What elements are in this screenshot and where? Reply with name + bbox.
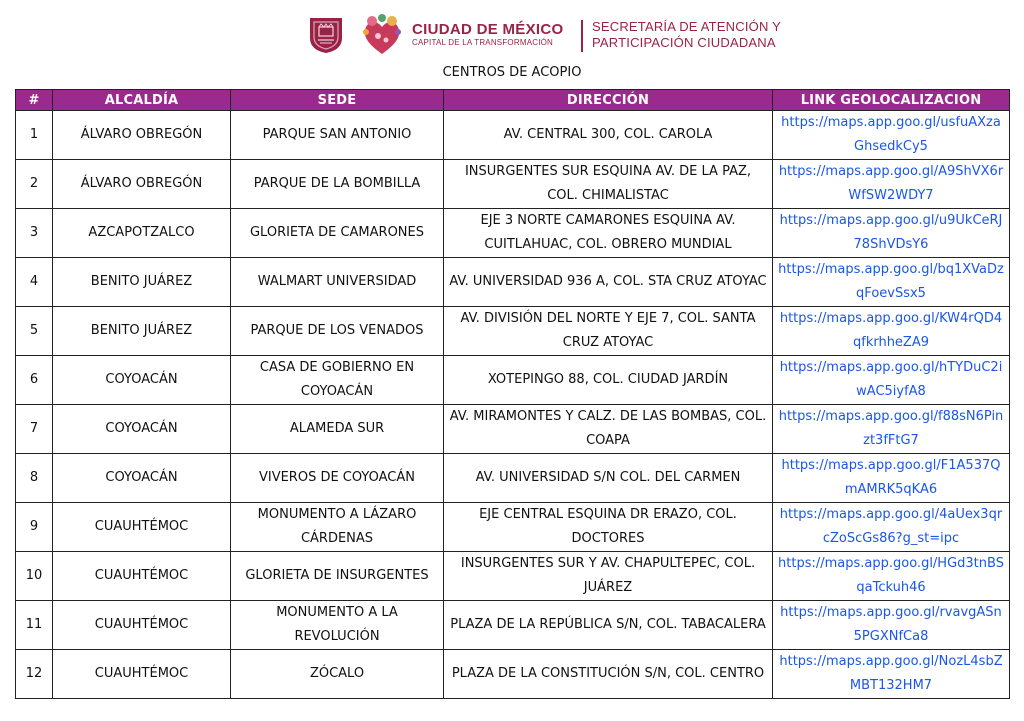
cell-link[interactable]: https://maps.app.goo.gl/KW4rQD4qfkrhheZA9 [773, 307, 1010, 356]
cell-link[interactable]: https://maps.app.goo.gl/f88sN6Pinzt3fFtG7 [773, 405, 1010, 454]
column-header-sede: SEDE [231, 90, 444, 111]
cell-number: 11 [16, 601, 53, 650]
cell-direccion: INSURGENTES SUR ESQUINA AV. DE LA PAZ, COL. CHIMALISTAC [444, 160, 773, 209]
cell-direccion: XOTEPINGO 88, COL. CIUDAD JARDÍN [444, 356, 773, 405]
cell-alcaldia: CUAUHTÉMOC [53, 552, 231, 601]
table-row [16, 307, 1010, 356]
table-header-row [16, 90, 1010, 111]
table-row [16, 111, 1010, 160]
header-divider [581, 20, 583, 52]
cell-link[interactable]: https://maps.app.goo.gl/F1A537QmAMRK5qKA6 [773, 454, 1010, 503]
cell-sede: CASA DE GOBIERNO EN COYOACÁN [231, 356, 444, 405]
cell-alcaldia: CUAUHTÉMOC [53, 650, 231, 699]
cell-number: 3 [16, 209, 53, 258]
cell-number: 4 [16, 258, 53, 307]
table-row [16, 552, 1010, 601]
table-row [16, 258, 1010, 307]
cell-direccion: EJE CENTRAL ESQUINA DR ERAZO, COL. DOCTORES [444, 503, 773, 552]
cell-direccion: AV. MIRAMONTES Y CALZ. DE LAS BOMBAS, COL. COAPA [444, 405, 773, 454]
cell-number: 7 [16, 405, 53, 454]
cell-number: 10 [16, 552, 53, 601]
cell-alcaldia: COYOACÁN [53, 405, 231, 454]
cell-link[interactable]: https://maps.app.goo.gl/hTYDuC2iwAC5iyfA8 [773, 356, 1010, 405]
cell-sede: PARQUE DE LA BOMBILLA [231, 160, 444, 209]
column-header-number: # [16, 90, 53, 111]
department-name [592, 19, 781, 51]
coat-of-arms-icon [308, 16, 344, 54]
cell-alcaldia: CUAUHTÉMOC [53, 601, 231, 650]
cell-link[interactable]: https://maps.app.goo.gl/rvavgASn5PGXNfCa8 [773, 601, 1010, 650]
cell-direccion: PLAZA DE LA CONSTITUCIÓN S/N, COL. CENTRO [444, 650, 773, 699]
cell-link[interactable]: https://maps.app.goo.gl/u9UkCeRJ78ShVDsY6 [773, 209, 1010, 258]
cell-alcaldia: CUAUHTÉMOC [53, 503, 231, 552]
cell-link[interactable]: https://maps.app.goo.gl/4aUex3qrcZoScGs86?g_st=ipc [773, 503, 1010, 552]
cell-direccion: PLAZA DE LA REPÚBLICA S/N, COL. TABACALERA [444, 601, 773, 650]
page-title: CENTROS DE ACOPIO [442, 65, 582, 80]
cell-alcaldia: COYOACÁN [53, 454, 231, 503]
table-row [16, 650, 1010, 699]
cell-link[interactable]: https://maps.app.goo.gl/NozL4sbZMBT132HM7 [773, 650, 1010, 699]
cell-alcaldia: BENITO JUÁREZ [53, 307, 231, 356]
cell-sede: ZÓCALO [231, 650, 444, 699]
cell-number: 5 [16, 307, 53, 356]
column-header-alcaldia: ALCALDÍA [53, 90, 231, 111]
cell-number: 6 [16, 356, 53, 405]
cell-direccion: AV. UNIVERSIDAD 936 A, COL. STA CRUZ ATOYAC [444, 258, 773, 307]
cell-link[interactable]: https://maps.app.goo.gl/bq1XVaDzqFoevSsx5 [773, 258, 1010, 307]
cell-direccion: AV. DIVISIÓN DEL NORTE Y EJE 7, COL. SANTA CRUZ ATOYAC [444, 307, 773, 356]
page-header [0, 0, 1024, 64]
cell-number: 8 [16, 454, 53, 503]
table-row [16, 503, 1010, 552]
table-row [16, 160, 1010, 209]
cell-sede: PARQUE SAN ANTONIO [231, 111, 444, 160]
table-row [16, 454, 1010, 503]
cell-alcaldia: ÁLVARO OBREGÓN [53, 160, 231, 209]
table-row [16, 601, 1010, 650]
heart-logo-icon [358, 12, 406, 58]
cell-alcaldia: BENITO JUÁREZ [53, 258, 231, 307]
cell-number: 1 [16, 111, 53, 160]
cell-sede: MONUMENTO A LÁZARO CÁRDENAS [231, 503, 444, 552]
brand-wordmark [412, 22, 563, 48]
cell-direccion: EJE 3 NORTE CAMARONES ESQUINA AV. CUITLAHUAC, COL. OBRERO MUNDIAL [444, 209, 773, 258]
department-line-1: SECRETARÍA DE ATENCIÓN Y [592, 19, 782, 34]
cell-sede: WALMART UNIVERSIDAD [231, 258, 444, 307]
brand-subtitle: CAPITAL DE LA TRANSFORMACIÓN [412, 38, 554, 47]
cell-sede: VIVEROS DE COYOACÁN [231, 454, 444, 503]
cell-sede: GLORIETA DE CAMARONES [231, 209, 444, 258]
collection-centers-table [15, 89, 1010, 699]
column-header-link: LINK GEOLOCALIZACION [773, 90, 1010, 111]
cell-number: 12 [16, 650, 53, 699]
brand-title: CIUDAD DE MÉXICO [412, 21, 564, 38]
cell-alcaldia: AZCAPOTZALCO [53, 209, 231, 258]
cell-link[interactable]: https://maps.app.goo.gl/A9ShVX6rWfSW2WDY7 [773, 160, 1010, 209]
cell-number: 9 [16, 503, 53, 552]
table-row [16, 356, 1010, 405]
cell-link[interactable]: https://maps.app.goo.gl/HGd3tnBSqaTckuh46 [773, 552, 1010, 601]
table-row [16, 405, 1010, 454]
cell-link[interactable]: https://maps.app.goo.gl/usfuAXzaGhsedkCy5 [773, 111, 1010, 160]
table-row [16, 209, 1010, 258]
cell-alcaldia: COYOACÁN [53, 356, 231, 405]
cell-sede: MONUMENTO A LA REVOLUCIÓN [231, 601, 444, 650]
cell-sede: PARQUE DE LOS VENADOS [231, 307, 444, 356]
column-header-direccion: DIRECCIÓN [444, 90, 773, 111]
cell-direccion: AV. UNIVERSIDAD S/N COL. DEL CARMEN [444, 454, 773, 503]
cell-sede: GLORIETA DE INSURGENTES [231, 552, 444, 601]
cell-number: 2 [16, 160, 53, 209]
department-line-2: PARTICIPACIÓN CIUDADANA [592, 35, 776, 50]
cell-direccion: AV. CENTRAL 300, COL. CAROLA [444, 111, 773, 160]
cell-direccion: INSURGENTES SUR Y AV. CHAPULTEPEC, COL. JUÁREZ [444, 552, 773, 601]
cell-alcaldia: ÁLVARO OBREGÓN [53, 111, 231, 160]
cell-sede: ALAMEDA SUR [231, 405, 444, 454]
